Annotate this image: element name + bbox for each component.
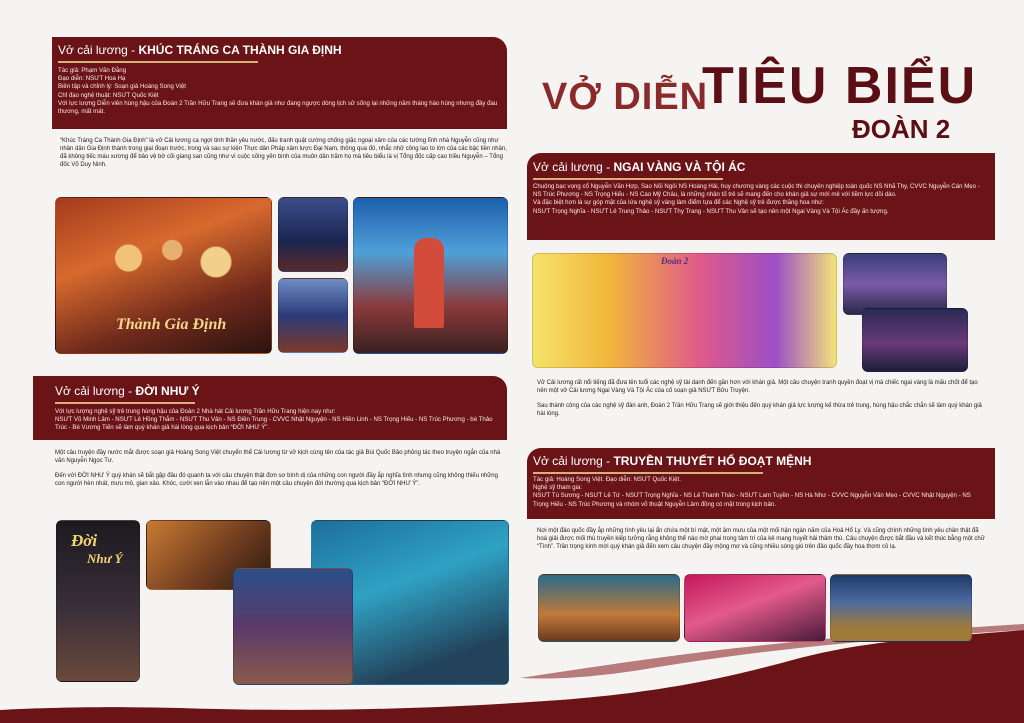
play1-scene-image-3	[353, 197, 508, 354]
play1-title-underline	[58, 61, 258, 63]
play2-scene-image-1	[843, 253, 947, 315]
heading-tieu-bieu: TIÊU BIỂU	[702, 57, 978, 115]
play4-scene-image-1	[538, 574, 680, 642]
play1-scene-image-1	[278, 197, 348, 272]
play2-description: Vở Cải lương rất nổi tiếng đã đưa tên tuổi các nghệ sỹ tài danh đến gần hơn với khán giả. Một câu chuyện tranh quyền đoạt vị mà chiếc ngai vàng là mấu chốt để tạo nên một vở Cải lương Ngai Vàng Và Tội Ác của cố soạn giả NSƯT Bửu Truyện. Sau thành công của các nghệ sỹ đàn anh, Đoàn 2 Trần Hữu Trang sẽ giới thiệu đến quý khán giả lực lượng kế thừa trẻ trung, hùng hậu chắc chắn sẽ làm quý khán giả hài lòng.	[537, 380, 982, 418]
play3-title: Vở cải lương - ĐỜI NHƯ Ý	[55, 384, 200, 398]
play1-header-panel	[52, 37, 507, 129]
play4-title: Vở cải lương - TRUYỀN THUYẾT HỔ ĐOẠT MỆNH	[533, 454, 812, 468]
play4-scene-image-2	[684, 574, 826, 642]
play2-banner-image	[532, 253, 837, 368]
play1-description: “Khúc Tráng Ca Thành Gia Định” là vở Cải lương ca ngợi tinh thần yêu nước, đấu tranh quật cường chống giặc ngoại xâm của các tướng lĩnh nhà Nguyễn cũng như nhân dân Gia Định thành trong giai đoạn trước, trong và sau sự kiện Thực dân Pháp xâm lược Đại Nam, thông qua đó, nhắc nhở công lao to lớn của các bậc tiền nhân, đã không tiếc máu xương để bảo vệ bờ cõi giang san cũng như vì cuộc sống yên bình của muôn dân trăm họ mà tiêu biểu là vị Tổng đốc cấp cao triều Nguyễn – Tổng đốc Võ Duy Ninh.	[60, 138, 507, 169]
play2-scene-image-2	[862, 308, 968, 372]
play4-header-panel	[527, 448, 995, 519]
play1-scene-image-2	[278, 278, 348, 353]
play1-credits: Tác giả: Phạm Văn Đằng Đạo diễn: NSƯT Hoa Hạ Biên tập và chỉnh lý: Soạn giả Hoàng Song Việt Chỉ đạo nghệ thuật: NSƯT Quốc Kiệt Với lực lượng Diễn viên hùng hậu của Đoàn 2 Trần Hữu Trang sẽ đưa khán giả như đang ngược dòng lịch sử sống lại những năm tháng hào hùng nhưng đầy đau thương, mất mát.	[58, 67, 498, 116]
play2-credits: Chuông bạc vọng cổ Nguyễn Văn Hợp, Sao Nối Ngôi NS Hoàng Hải, huy chương vàng các cuộc thi chuyên nghiệp toàn quốc NS Nhã Thy, CVVC Nguyễn Cán Mẹo - NS Trúc Phương - NS Trọng Hiếu - NS Cao Mỹ Châu, là những nhân tố trẻ sẽ mang đến cho khán giả sự mới mẻ với tiềm lực dồi dào. Và đặc biệt hơn là sự góp mặt của lứa nghệ sỹ vàng làm điểm tựa để các Nghệ sỹ trẻ được thăng hoa như: NSƯT Trọng Nghĩa - NSƯT Lê Trung Thảo - NSƯT Thy Trang - NSƯT Thu Vân sẽ tạo nên một Ngai Vàng Và Tội Ác đầy ấn tượng.	[533, 183, 980, 215]
play3-title-underline	[55, 402, 195, 404]
play2-title: Vở cải lương - NGAI VÀNG VÀ TỘI ÁC	[533, 160, 746, 174]
page-heading	[542, 56, 982, 146]
heading-doan-2: ĐOÀN 2	[852, 114, 951, 144]
play4-description: Nơi một đảo quốc đầy ắp những tình yêu lại ẩn chứa một bí mật, một âm mưu của một mối hận ngàn năm của Hoả Hổ Ly. Và cũng chính những tình yêu chân thật đã hoá giải được mối thù truyền kiếp tưởng rằng không thể nào mờ phai trong tâm trí của kẻ mang huyết hải thâm thù. Câu chuyện được bắt đầu và kết thúc bằng một chữ “Tình”. Trần trọng kính mời quý khán giả đến xem câu chuyện đầy mộng mơ và cũng nhiều sóng gió trên đảo quốc đầy hoa thơm cỏ lạ.	[537, 528, 985, 551]
play3-scene-image-2	[233, 568, 353, 685]
play3-description: Một câu truyện đầy nước mắt được soạn giả Hoàng Song Việt chuyển thể Cải lương từ vở kịch cùng tên của tác giả Bùi Quốc Bảo phỏng tác theo truyện ngắn của nhà văn Nguyễn Ngọc Tư. Đến với ĐỜI NHƯ Ý quý khán sẽ bắt gặp đâu đó quanh ta với câu chuyện thật đơn sơ bình dị của những con người đầy ắp nghĩa tình nhưng cũng không thiếu những con người hèn nhát, mưu mô, gian xảo. Khóc, cười xen lẫn vào nhau để tạo nên một câu chuyện đời thường qua kịch bản “ĐỜI NHƯ Ý”.	[55, 450, 501, 488]
play1-title: Vở cải lương - KHÚC TRÁNG CA THÀNH GIA ĐỊNH	[58, 43, 342, 57]
play2-banner-text: Đoàn 2	[661, 256, 689, 266]
play3-poster-title-1: Đời	[71, 531, 98, 550]
play3-credits: Với lực lượng nghệ sỹ trẻ trung hùng hậu của Đoàn 2 Nhà hát Cải lương Trần Hữu Trang hiện nay như: NSƯT Võ Minh Lâm - NSƯT Lê Hồng Thắm - NSƯT Thu Vân - NS Điền Trung - CVVC Nhật Nguyện - NS Hiền Linh - NS Trọng Hiếu - NS Trúc Phương - bé Thảo Trúc - Bé Vương Tiến sẽ làm quý khán giả hài lòng qua kịch bản “ĐỜI NHƯ Ý”.	[55, 408, 493, 432]
play4-title-underline	[533, 472, 763, 474]
play4-scene-image-3	[830, 574, 972, 642]
play1-poster-image	[55, 197, 272, 354]
heading-vo-dien: VỞ DIỄN	[542, 76, 709, 118]
play2-title-underline	[533, 178, 723, 180]
play3-poster-image	[56, 520, 140, 682]
play3-header-panel	[33, 376, 507, 440]
play4-credits: Tác giả: Hoàng Song Việt. Đạo diễn: NSƯT Quốc Kiệt. Nghệ sỹ tham gia: NSƯT Tú Sương - NSƯT Lê Tứ - NSƯT Trọng Nghĩa - NS Lê Thanh Thảo - NSƯT Lam Tuyền - NS Hà Như - CVVC Nguyễn Văn Mẹo - CVVC Nhật Nguyện - NS Trọng Hiếu - NS Trúc Phương và nhóm võ thuật Nguyễn Lâm đồng có mặt trong kịch bản.	[533, 476, 971, 508]
play2-header-panel	[527, 153, 995, 240]
play3-poster-title-2: Như Ý	[87, 551, 123, 566]
play1-poster-text: Thành Gia Định	[116, 316, 227, 333]
